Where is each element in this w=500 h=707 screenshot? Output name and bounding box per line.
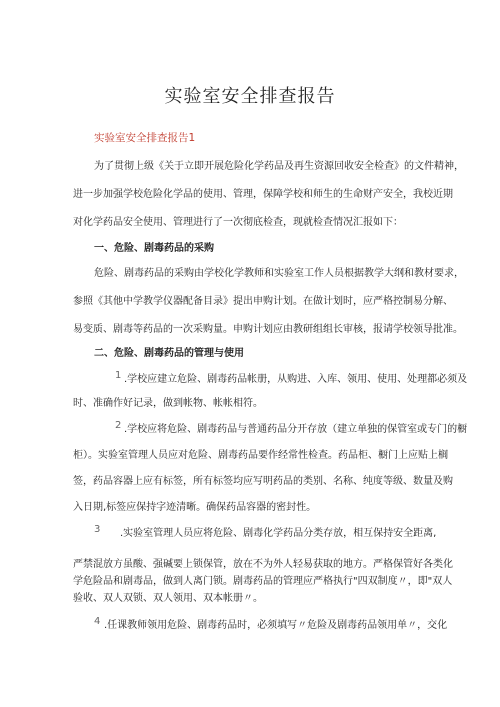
paragraph-line: .学校应将危险、剧毒药品与普通药品分开存放（建立单独的保管室或专门的橱 <box>124 424 468 435</box>
paragraph-line: 签，药品容器上应有标签，所有标签均应写明药品的类别、名称、纯度等级、数量及购 <box>73 476 453 487</box>
item-number: 4 <box>94 616 101 627</box>
paragraph-line: 时、准确作好记录，做到帐物、帐帐相符。 <box>73 398 263 409</box>
item-number: 2 <box>115 420 122 431</box>
paragraph-line: 柜）。实验室管理人员应对危险、剧毒药品要作经常性检查。药品柜、橱门上应贴上榈 <box>73 450 448 461</box>
intro-line: 为了贯彻上级《关于立即开展危险化学药品及再生资源回收安全检查》的文件精神， <box>94 161 464 172</box>
section-heading: 二、危险、剧毒药品的管理与使用 <box>94 348 244 359</box>
item-number: 3 <box>94 524 101 535</box>
paragraph-line: 严禁混放方虽酸、强碱要上锁保管，放在不为外人轻易获取的地方。严格保管好各类化 <box>73 559 453 570</box>
intro-line: 对化学药品安全使用、管理进行了一次彻底检查，现就检查情况汇报如下： <box>73 217 403 228</box>
report-subtitle: 实验室安全排查报告1 <box>94 132 196 144</box>
paragraph-line: .任课教师领用危险、剧毒药品时，必须填写〃危险及剧毒药品领用单〃，交化 <box>104 620 448 631</box>
paragraph-line: 验收、双人双锁、双人领用、双本帐册〃。 <box>73 593 263 604</box>
paragraph-line: 学危险品和剧毒品，做到人离门锁。剧毒药品的管理应严格执行"四双制度〃，即"双人 <box>73 576 453 587</box>
paragraph-line: .学校应建立危险、剧毒药品帐册，从购进、入库、领用、使用、处理都必须及 <box>124 374 468 385</box>
intro-line: 进一步加强学校危险化学品的使用、管理，保障学校和师生的生命财产安全，我校近期 <box>73 189 453 200</box>
paragraph-line: 参照《其他中学教学仪器配备目录》提出申购计划。在做计划时，应严格控制易分解、 <box>73 296 453 307</box>
paragraph-line: .实验室管理人员应将危险、剧毒化学药品分类存放，相互保持安全距离, <box>120 528 437 539</box>
page-title: 实验室安全排查报告 <box>164 86 336 107</box>
section-heading: 一、危险、剧毒药品的采购 <box>94 243 214 254</box>
paragraph-line: 入日期,标签应保持字迹清晰。确保药品容器的密封性。 <box>73 502 317 513</box>
paragraph-line: 易变质、剧毒等药品的一次采购量。申购计划应由教研组组长审核，报请学校领导批准。 <box>73 324 463 335</box>
paragraph-line: 危险、剧毒药品的采购由学校化学教师和实验室工作人员根据教学大纲和教材要求， <box>94 268 464 279</box>
item-number: 1 <box>115 370 122 381</box>
